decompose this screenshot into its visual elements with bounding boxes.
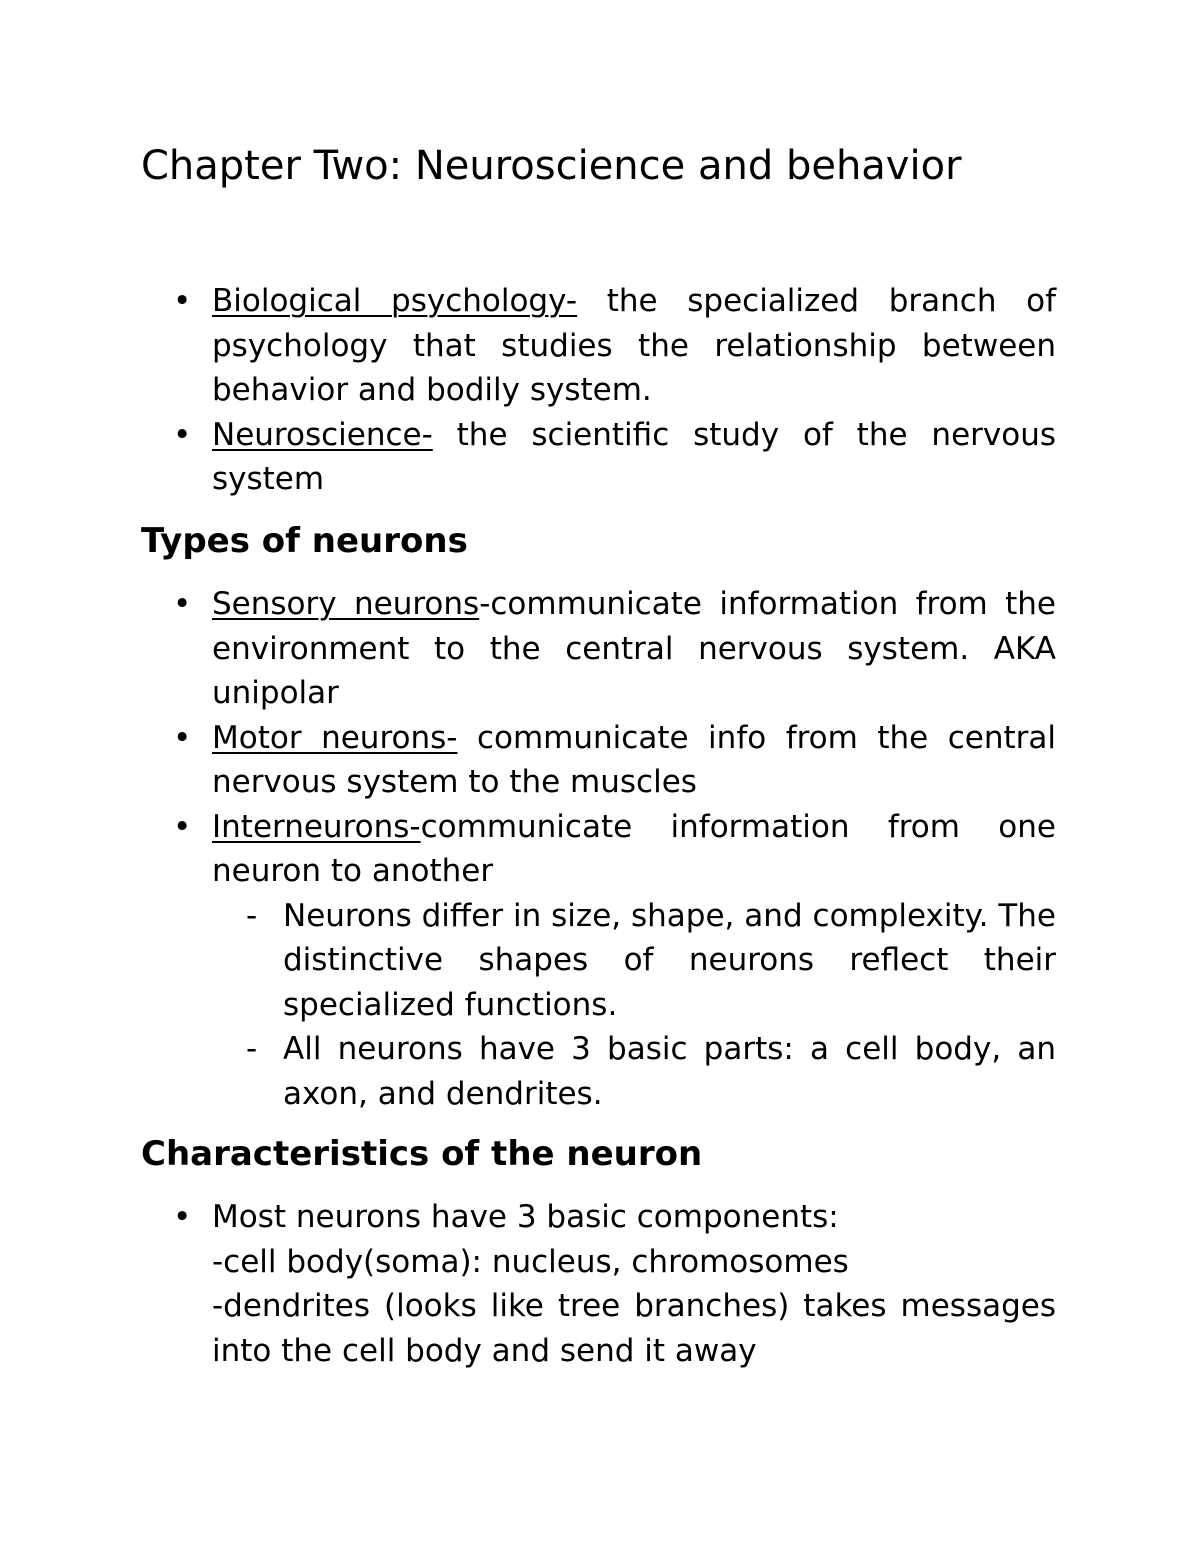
sub-item-text: Neurons differ in size, shape, and complexity. The distinctive shapes of neurons reflect their specialized functions. [283,897,1056,1023]
bullet-icon: • [173,283,192,319]
list-item [0,716,1056,805]
intro-list [0,279,1200,502]
definition-text: communicate information from one neuron to another [212,808,1056,889]
section-heading: Characteristics of the neuron [141,1134,703,1174]
term-label: Sensory neurons [212,586,480,622]
term-label: Biological psychology- [212,283,578,319]
bullet-icon: • [173,719,192,756]
definition-text: communicate info from the central nervous system to the muscles [212,719,1056,800]
definition-text: the scientific study of the nervous system [212,416,1056,497]
section-heading: Types of neurons [141,521,468,561]
item-line: Most neurons have 3 basic components: [212,1199,839,1235]
term-label: Interneurons- [212,808,421,845]
term-label: Motor neurons- [212,719,458,756]
item-line: -dendrites (looks like tree branches) takes messages into the cell body and send it away [212,1288,1056,1369]
page-title: Chapter Two: Neuroscience and behavior [141,143,962,189]
term-label: Neuroscience- [212,416,433,453]
list-item [0,582,1056,716]
item-line: -cell body(soma): nucleus, chromosomes [212,1243,849,1280]
list-item [0,1195,1056,1373]
dash-marker: - [246,1031,258,1067]
bullet-icon: • [173,808,192,845]
dash-marker: - [246,897,258,934]
sub-item-text: All neurons have 3 basic parts: a cell body, an axon, and dendrites. [283,1031,1056,1112]
bullet-icon: • [173,1199,192,1235]
bullet-icon: • [173,416,192,453]
list-item [0,805,1056,894]
list-item [0,413,1056,502]
characteristics-list [0,1195,1200,1373]
sub-list-item [0,1027,1056,1116]
neuron-types-list [0,582,1200,1116]
bullet-icon: • [173,586,192,622]
definition-text: -communicate information from the environment to the central nervous system. AKA unipolar [212,586,1057,711]
list-item [0,279,1056,413]
definition-text: the specialized branch of psychology that studies the relationship between behavior and bodily system. [212,283,1056,408]
sub-list-item [0,894,1056,1028]
